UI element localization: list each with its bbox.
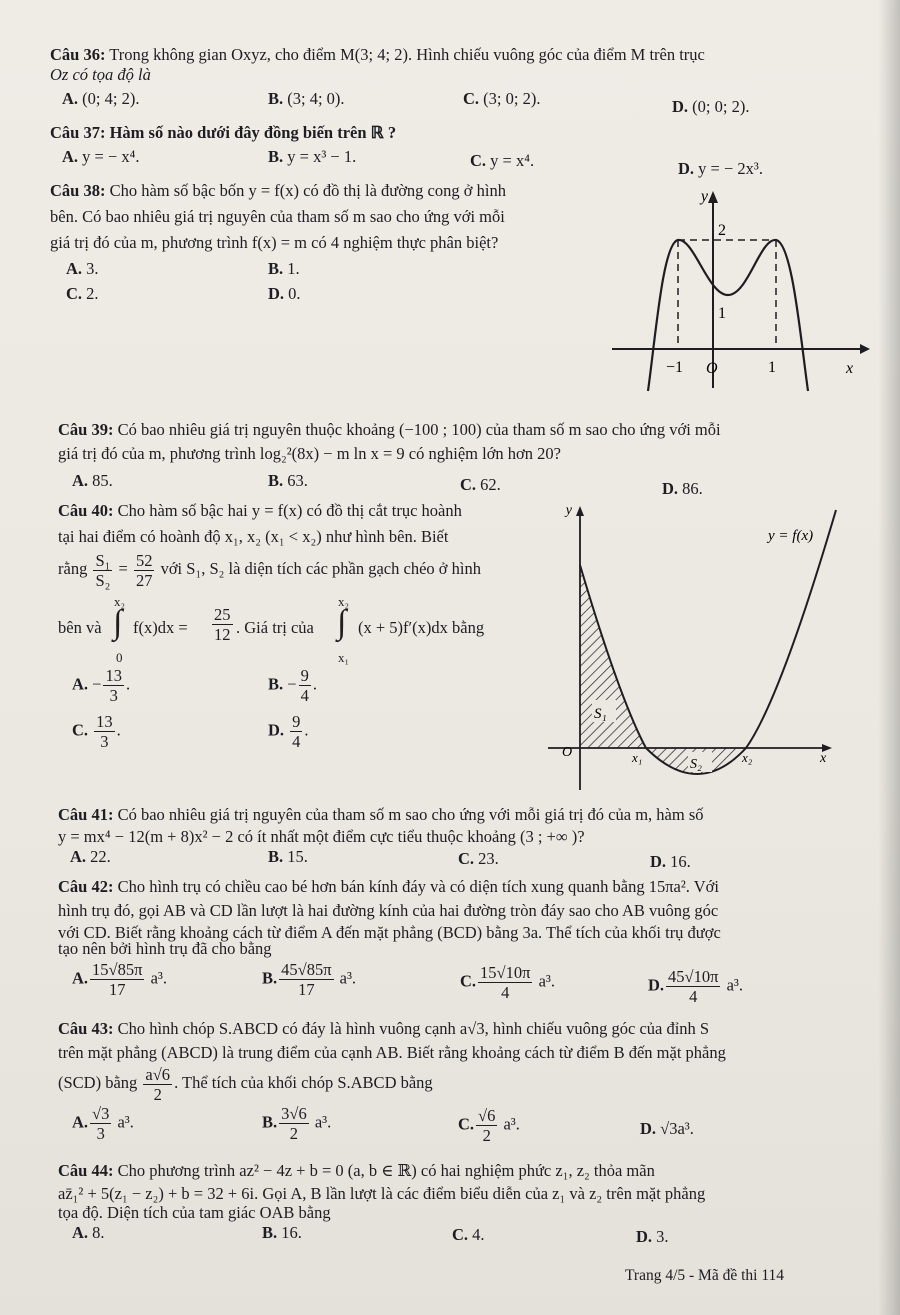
q40-s1-label: S₁	[594, 706, 607, 722]
q40-line2: tại hai điểm có hoành độ x₁, x₂ (x₁ < x₂) như hình bên. Biết	[58, 527, 449, 546]
q38-tick-neg1: −1	[666, 359, 684, 376]
q44-line1: Câu 44: Cho phương trình az² − 4z + b = 0 (a, b ∈ ℝ) có hai nghiệm phức z₁, z₂ thỏa mãn	[58, 1161, 655, 1180]
q41-option-a[interactable]: A. 22.	[70, 847, 111, 866]
q40-y-arrow-icon	[576, 506, 584, 516]
q38-origin-label: O	[706, 360, 718, 377]
q36-line1: Câu 36: Trong không gian Oxyz, cho điểm M(3; 4; 2). Hình chiếu vuông góc của điểm M trên trục	[50, 45, 705, 64]
q42-option-b[interactable]: B. $\frac{45√85\pi}{17}$ a³.	[262, 960, 357, 999]
q40-option-b[interactable]: B. − $\frac{9}{4}$ .	[268, 666, 317, 705]
q37-option-d[interactable]: D. y = − 2x³.	[678, 159, 763, 178]
q38-tick-x1: 1	[768, 359, 776, 376]
q38-x-arrow-icon	[860, 344, 870, 354]
q42-option-d[interactable]: D. $\frac{45√10\pi}{4}$ a³.	[648, 967, 743, 1006]
q36-label: Câu 36:	[50, 45, 106, 64]
q37-option-c[interactable]: C. y = x⁴.	[470, 151, 535, 170]
q39-line2: giá trị đó của m, phương trình log₂²(8x) − m ln x = 9 có nghiệm lớn hơn 20?	[58, 444, 561, 463]
q42-option-a[interactable]: A. $\frac{15√85\pi}{17}$ a³.	[72, 960, 167, 999]
q40-x-label: x	[820, 751, 827, 766]
q44-option-d[interactable]: D. 3.	[636, 1227, 669, 1246]
q43-line2: trên mặt phẳng (ABCD) là trung điểm của cạnh AB. Biết rằng khoảng cách từ điểm B đến mặt phẳng	[58, 1043, 726, 1062]
q38-option-d[interactable]: D. 0.	[268, 284, 301, 303]
q42-line3: với CD. Biết rằng khoảng cách từ điểm A đến mặt phẳng (BCD) bằng 3a. Thể tích của khối trụ được	[58, 923, 721, 942]
q41-option-c[interactable]: C. 23.	[458, 849, 499, 868]
q38-option-b[interactable]: B. 1.	[268, 259, 300, 278]
q40-x2-label: x₂	[742, 750, 753, 765]
q37-line1: Câu 37: Hàm số nào dưới đây đồng biến trên ℝ ?	[50, 123, 397, 142]
q41-line2: y = mx⁴ − 12(m + 8)x² − 2 có ít nhất một điểm cực tiểu thuộc khoảng (3 ; +∞ )?	[58, 827, 585, 846]
q36-option-a[interactable]: A. (0; 4; 2).	[62, 89, 140, 108]
q38-tick-1: 1	[718, 305, 726, 322]
q42-line4: tạo nên bởi hình trụ đã cho bằng	[58, 939, 272, 958]
q40-option-d[interactable]: D. $\frac{9}{4}$ .	[268, 712, 309, 751]
q44-option-a[interactable]: A. 8.	[72, 1223, 105, 1242]
page-shadow	[878, 0, 900, 1315]
q36-option-d[interactable]: D. (0; 0; 2).	[672, 97, 750, 116]
q44-option-c[interactable]: C. 4.	[452, 1225, 485, 1244]
q36-line2: Oz có tọa độ là	[50, 65, 151, 84]
q42-option-c[interactable]: C. $\frac{15√10\pi}{4}$ a³.	[460, 963, 555, 1002]
q39-option-a[interactable]: A. 85.	[72, 471, 113, 490]
q40-graph	[548, 500, 848, 790]
q38-option-a[interactable]: A. 3.	[66, 259, 99, 278]
q39-option-d[interactable]: D. 86.	[662, 479, 703, 498]
q37-option-a[interactable]: A. y = − x⁴.	[62, 147, 140, 166]
q44-line2: az̄₁² + 5(z₁ − z₂) + b = 32 + 6i. Gọi A, B lần lượt là các điểm biểu diễn của z₁ và z₂ trên mặt phẳng	[58, 1184, 706, 1203]
q42-line1: Câu 42: Cho hình trụ có chiều cao bé hơn bán kính đáy và có diện tích xung quanh bằng 15πa². Với	[58, 877, 719, 896]
q43-option-d[interactable]: D. √3a³.	[640, 1119, 694, 1138]
q43-line1: Câu 43: Cho hình chóp S.ABCD có đáy là hình vuông cạnh a√3, hình chiếu vuông góc của đỉnh S	[58, 1019, 710, 1038]
q36-option-c[interactable]: C. (3; 0; 2).	[463, 89, 541, 108]
q40-option-a[interactable]: A. − $\frac{13}{3}$ .	[72, 666, 131, 705]
q42-line2: hình trụ đó, gọi AB và CD lần lượt là hai đường kính của hai đường tròn đáy sao cho AB vuông góc	[58, 901, 719, 920]
q40-option-c[interactable]: C. $\frac{13}{3}$ .	[72, 712, 121, 751]
q40-x1-label: x₁	[632, 750, 643, 765]
q38-x-label: x	[846, 360, 854, 377]
q38-line3: giá trị đó của m, phương trình f(x) = m có 4 nghiệm thực phân biệt?	[50, 233, 499, 252]
q40-line1: Câu 40: Cho hàm số bậc hai y = f(x) có đồ thị cắt trục hoành	[58, 501, 462, 520]
q43-option-b[interactable]: B. $\frac{3√6}{2}$ a³.	[262, 1104, 332, 1143]
q40-origin-label: O	[562, 745, 573, 760]
q43-line3: (SCD) bằng $\frac{a√6}{2}$ . Thể tích của khối chóp S.ABCD bằng	[58, 1064, 433, 1104]
q37-option-b[interactable]: B. y = x³ − 1.	[268, 147, 357, 166]
q41-option-b[interactable]: B. 15.	[268, 847, 308, 866]
q38-tick-2: 2	[718, 222, 726, 239]
exam-page: Câu 36: Trong không gian Oxyz, cho điểm M(3; 4; 2). Hình chiếu vuông góc của điểm M trên trục Oz có tọa độ là A. (0; 4; 2). B. (3; 4; 0). C. (3; 0; 2). D. (0; 0; 2). Câu 37: Hàm số nào dưới đây đồng biến trên ℝ ? A. y = − x⁴. B. y = x³ − 1. C. y = x⁴. D. y = − 2x³. Câu 38: Cho hàm số bậc bốn y = f(x) có đồ thị là đường cong ở hình bên. Có bao nhiêu giá trị nguyên của tham số m sao cho ứng với mỗi giá trị đó của m, phương trình f(x) = m có 4 nghiệm thực phân biệt? A. 3. B. 1. C. 2. D. 0. y x 2 1 −1 O 1 Câu 39: Có bao nhiêu giá trị nguyên thuộc khoảng (−100 ; 100) của tham số m sao cho ứng với mỗi giá trị đó của m, phương trình log₂²(8x) − m ln x = 9 có nghiệm lớn hơn 20? A. 85. B. 63. C. 62. D. 86. Câu 40: Cho hàm số bậc hai y = f(x) có đồ thị cắt trục hoành tại hai điểm có hoành độ x₁, x₂ (x₁ < x₂) như hình bên. Biết rằng $\frac{\text{S₁}}{\text{S₂}}$ = $\frac{52}{27}$ với S₁, S₂ là diện tích các phần gạch chéo ở hình bên và x₂ ∫ 0 f(x)dx = $\frac{25}{12}$ . Giá trị của x₂ ∫ x₁ (x + 5)f′(x)dx bằng A. − $\frac{13}{3}$ . B. − $\frac{9}{4}$ . C. $\frac{13}{3}$ . D. $\frac{9}{4}$ . S₁ S₂ y y = f(x) O x₁ x₂ x Câu 41: Có bao nhiêu giá trị nguyên của tham số m sao cho ứng với mỗi giá trị đó của m, hàm số y = mx⁴ − 12(m + 8)x² − 2 có ít nhất một điểm cực tiểu thuộc khoảng (3 ; +∞ )? A. 22. B. 15. C. 23. D. 16. Câu 42: Cho hình trụ có chiều cao bé hơn bán kính đáy và có diện tích xung quanh bằng 15πa². Với hình trụ đó, gọi AB và CD lần lượt là hai đường kính của hai đường tròn đáy sao cho AB vuông góc với CD. Biết rằng khoảng cách từ điểm A đến mặt phẳng (BCD) bằng 3a. Thể tích của khối trụ được tạo nên bởi hình trụ đã cho bằng A. $\frac{15√85\pi}{17}$ a³. B. $\frac{45√85\pi}{17}$ a³. C. $\frac{15√10\pi}{4}$ a³. D. $\frac{45√10\pi}{4}$ a³. Câu 43: Cho hình chóp S.ABCD có đáy là hình vuông cạnh a√3, hình chiếu vuông góc của đỉnh S trên mặt phẳng (ABCD) là trung điểm của cạnh AB. Biết rằng khoảng cách từ điểm B đến mặt phẳng (SCD) bằng $\frac{a√6}{2}$ . Thể tích của khối chóp S.ABCD bằng A. $\frac{√3}{3}$ a³. B. $\frac{3√6}{2}$ a³. C. $\frac{√6}{2}$ a³. D. √3a³. Câu 44: Cho phương trình az² − 4z + b = 0 (a, b ∈ ℝ) có hai nghiệm phức z₁, z₂ thỏa mãn az̄₁² + 5(z₁ − z₂) + b = 32 + 6i. Gọi A, B lần lượt là các điểm biểu diễn của z₁ và z₂ trên mặt phẳng tọa độ. Diện tích của tam giác OAB bằng A. 8. B. 16. C. 4. D. 3. Trang 4/5 - Mã đề thi 114	[0, 0, 900, 1315]
q40-s2-label: S₂	[690, 757, 702, 772]
q41-option-d[interactable]: D. 16.	[650, 852, 691, 871]
q40-func-label: y = f(x)	[768, 528, 814, 544]
q41-line1: Câu 41: Có bao nhiêu giá trị nguyên của tham số m sao cho ứng với mỗi giá trị đó của m, hàm số	[58, 805, 704, 824]
q43-option-a[interactable]: A. $\frac{√3}{3}$ a³.	[72, 1104, 134, 1143]
q36-option-b[interactable]: B. (3; 4; 0).	[268, 89, 345, 108]
q38-y-arrow-icon	[708, 191, 718, 203]
q39-option-b[interactable]: B. 63.	[268, 471, 308, 490]
q40-y-label: y	[565, 503, 572, 518]
q39-option-c[interactable]: C. 62.	[460, 475, 501, 494]
page-footer: Trang 4/5 - Mã đề thi 114	[625, 1267, 785, 1284]
q39-line1: Câu 39: Có bao nhiêu giá trị nguyên thuộc khoảng (−100 ; 100) của tham số m sao cho ứng với mỗi	[58, 420, 721, 439]
q38-line1: Câu 38: Cho hàm số bậc bốn y = f(x) có đồ thị là đường cong ở hình	[50, 181, 506, 200]
q38-graph	[608, 183, 870, 393]
q44-option-b[interactable]: B. 16.	[262, 1223, 302, 1242]
q40-line3: rằng $\frac{\text{S₁}}{\text{S₂}}$ = $\frac{52}{27}$ với S₁, S₂ là diện tích các phần gạch chéo ở hình	[58, 550, 481, 590]
q44-line3: tọa độ. Diện tích của tam giác OAB bằng	[58, 1203, 331, 1222]
q38-option-c[interactable]: C. 2.	[66, 284, 99, 303]
q38-y-label: y	[700, 188, 708, 205]
q43-option-c[interactable]: C. $\frac{√6}{2}$ a³.	[458, 1106, 520, 1145]
q38-line2: bên. Có bao nhiêu giá trị nguyên của tham số m sao cho ứng với mỗi	[50, 207, 505, 226]
